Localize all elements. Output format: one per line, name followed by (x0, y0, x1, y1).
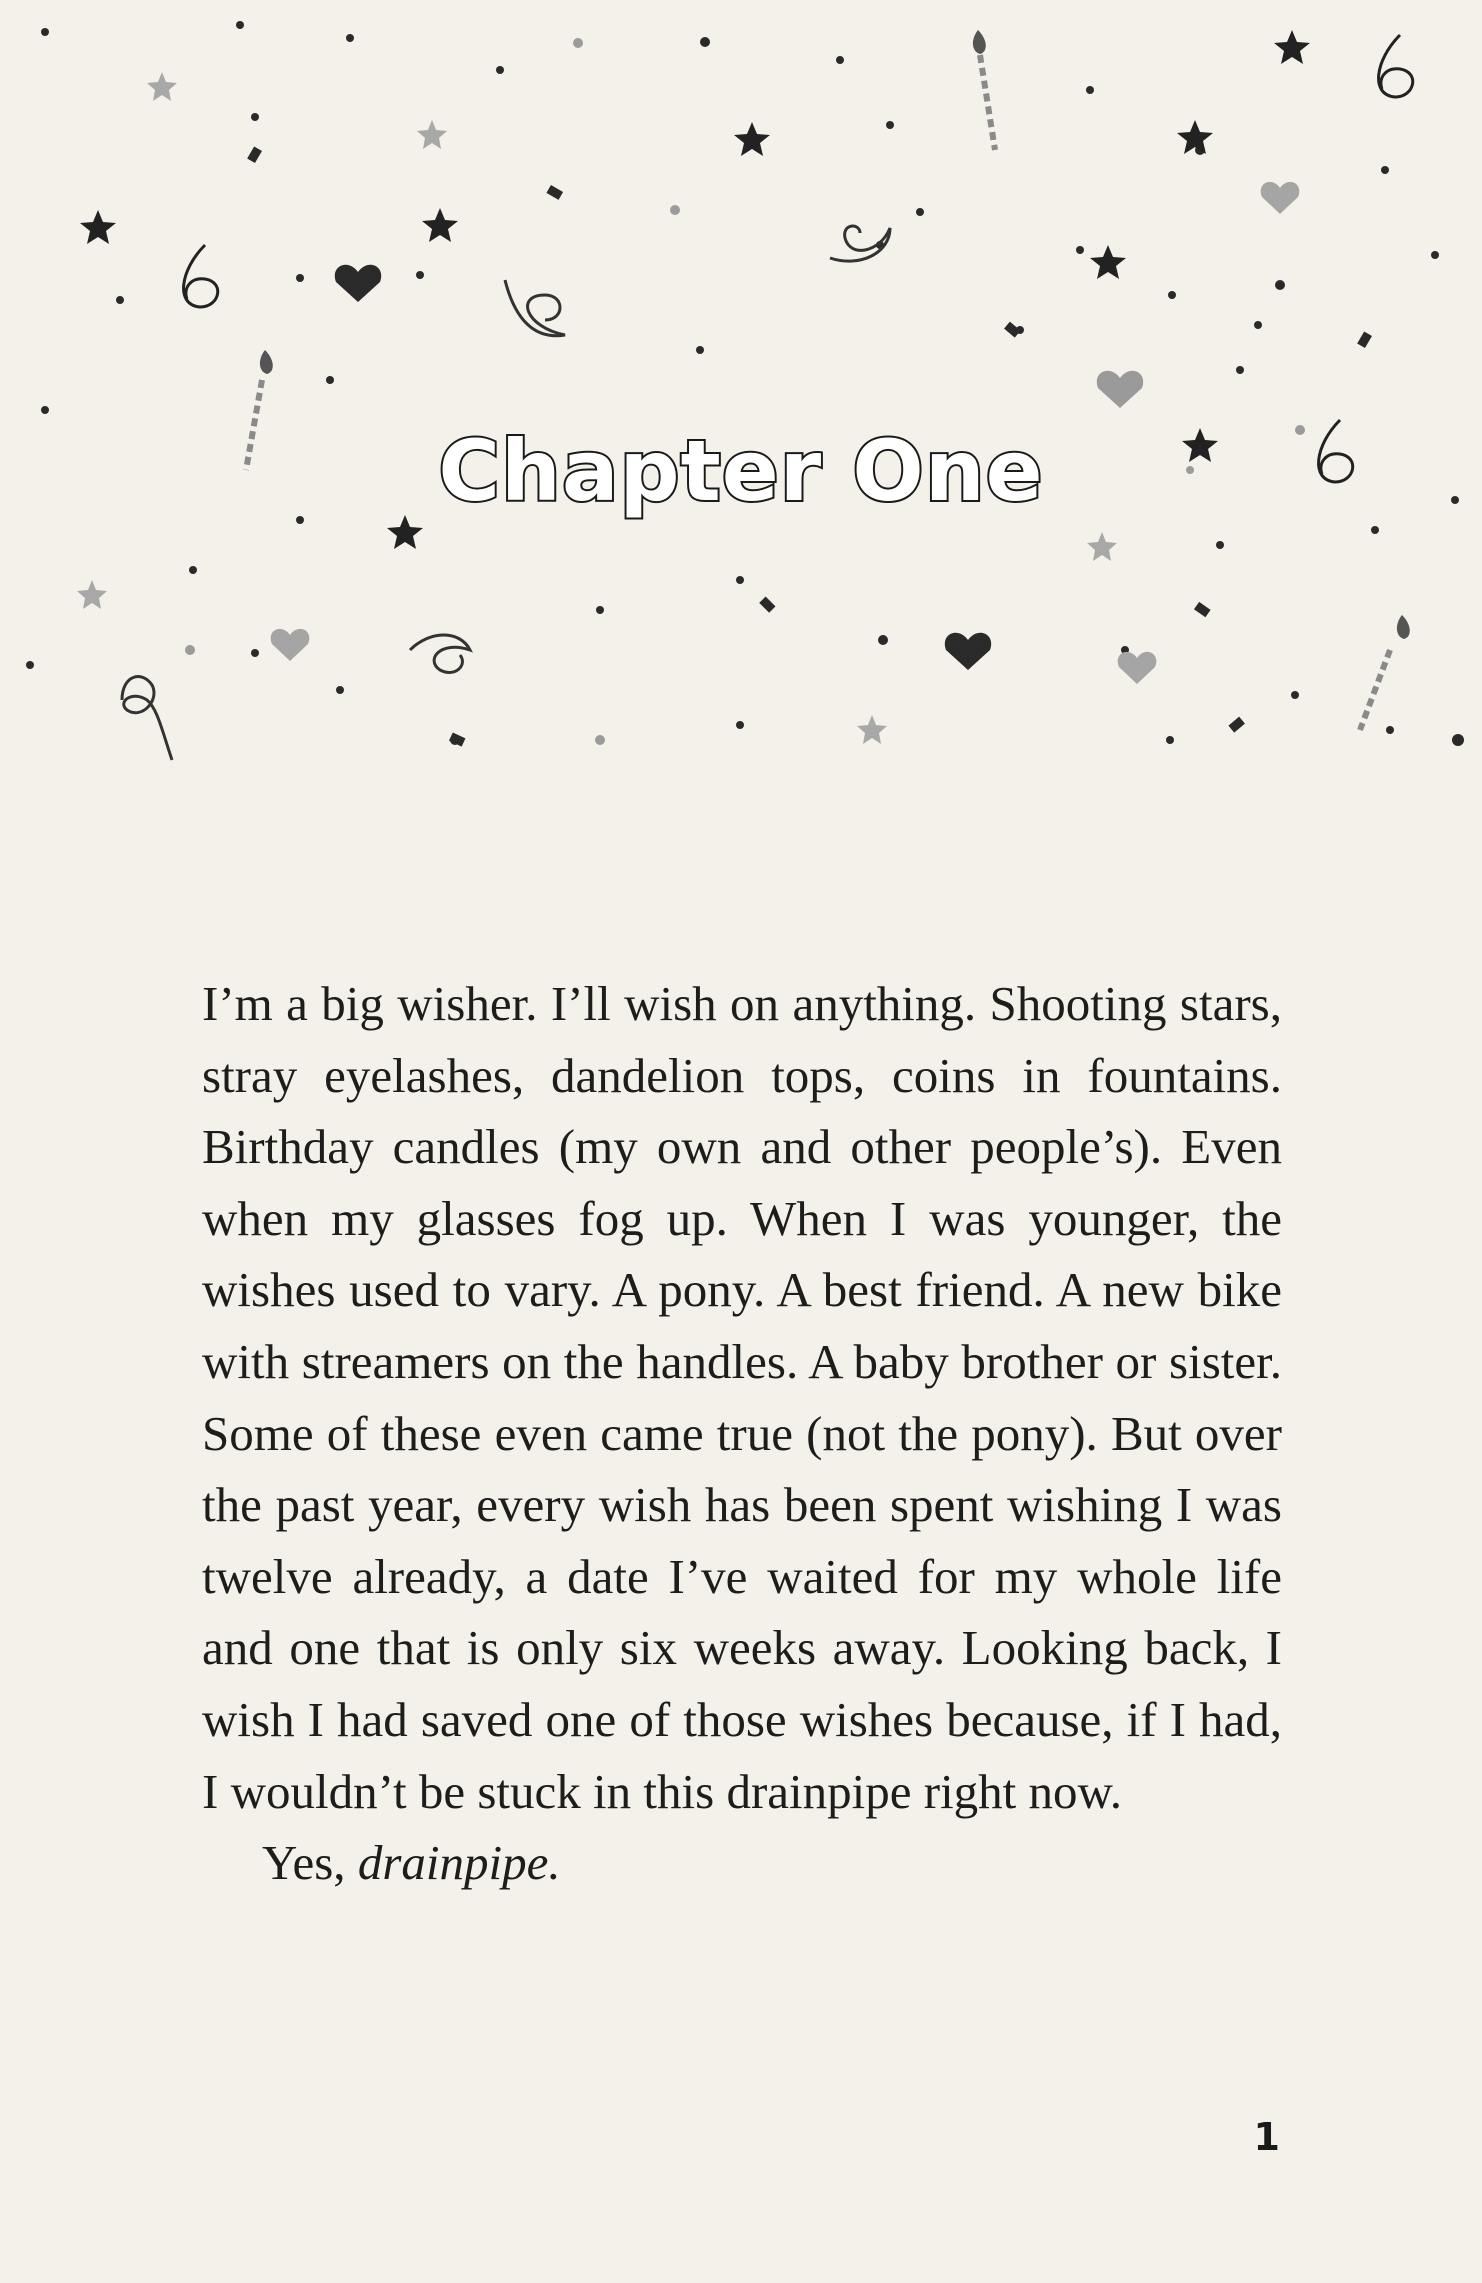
birthday-candle-icon (246, 55, 1390, 730)
paragraph: I’m a big wisher. I’ll wish on anything. Shooting stars, stray eyelashes, dandelion tops, coins in fountains. Birthday candles (my own and other people’s). Even when my glasses fog up. When I was younger, the wishes used to vary. A pony. A best friend. A new bike with streamers on the handles. A baby brother or sister. Some of these even came true (not the pony). But over the past year, every wish has been spent wishing I was twelve already, a date I’ve waited for my whole life and one that is only six weeks away. Looking back, I wish I had saved one of those wishes because, if I had, I wouldn’t be stuck in this drainpipe right now. (202, 976, 1282, 1819)
paragraph (202, 1827, 1282, 1899)
chapter-body (202, 968, 1282, 1899)
paragraph-lead: Yes, (262, 1835, 358, 1891)
page-number: 1 (1253, 2115, 1280, 2159)
chapter-title: Chapter One (438, 422, 1044, 520)
confetti-dot-icon (26, 21, 1464, 746)
emphasis-text: drainpipe. (357, 1835, 561, 1891)
chapter-heading (0, 400, 1482, 540)
